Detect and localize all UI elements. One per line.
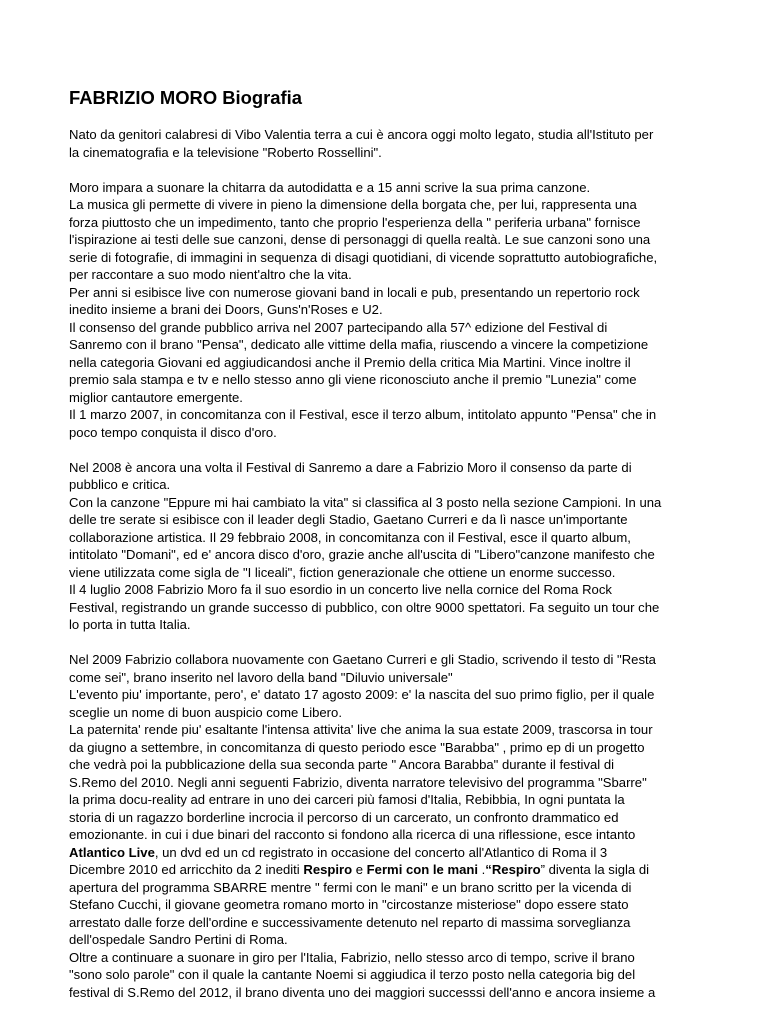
text-line: Il 4 luglio 2008 Fabrizio Moro fa il suo esordio in un concerto live nella cornice del Roma Rock — [69, 582, 612, 597]
text-line: inedito insieme a brani dei Doors, Guns'n'Roses e U2. — [69, 302, 383, 317]
text-run: ” diventa la sigla di — [540, 862, 650, 877]
text-line — [69, 844, 701, 862]
text-line: l'ispirazione ai testi delle sue canzoni, dense di personaggi di quella realtà. Le sue canzoni sono una — [69, 232, 651, 247]
text-line: Per anni si esibisce live con numerose giovani band in locali e pub, presentando un repertorio rock — [69, 284, 640, 300]
text-line: storia di un ragazzo borderline incrocia il percorso di un carcerato, un confronto drammatico ed — [69, 809, 619, 825]
text-line: serie di fotografie, di immagini in sequenza di disagi quotidiani, di vicende soprattutto autobiografiche, — [69, 249, 658, 265]
text-line: L'evento piu' importante, pero', e' datato 17 agosto 2009: e' la nascita del suo primo figlio, per il quale — [69, 687, 655, 702]
text-line: "sono solo parole" con il quale la cantante Noemi si aggiudica il terzo posto nella categoria big del — [69, 967, 636, 982]
text-line: Il 1 marzo 2007, in concomitanza con il Festival, esce il terzo album, intitolato appunto "Pensa" che in — [69, 407, 657, 422]
text-line: Nel 2008 è ancora una volta il Festival di Sanremo a dare a Fabrizio Moro il consenso da parte di — [69, 459, 632, 475]
text-line: delle tre serate si esibisce con il leader degli Stadio, Gaetano Curreri e da lì nasce un'importante — [69, 512, 628, 527]
text-line: La paternita' rende piu' esaltante l'intensa attivita' live che anima la sua estate 2009, trascorsa in tour — [69, 722, 653, 737]
text-run: e — [352, 862, 367, 877]
text-line: intitolato "Domani", ed e' ancora disco d'oro, grazie anche all'uscita di "Libero"canzone manifesto che — [69, 547, 655, 562]
text-line: miglior cantautore emergente. — [69, 389, 243, 405]
bold-title-fermi-con-le-mani: Fermi con le mani — [366, 862, 479, 877]
text-run: , un dvd ed un cd registrato in occasione del concerto all'Atlantico di Roma il 3 — [154, 844, 608, 860]
text-line: per raccontare a suo modo nient'altro che la vita. — [69, 267, 352, 282]
text-line: Nel 2009 Fabrizio collabora nuovamente con Gaetano Curreri e gli Stadio, scrivendo il testo di "Resta — [69, 652, 656, 667]
text-line: premio sala stampa e tv e nello stesso anno gli viene riconosciuto anche il premio "Lunezia" come — [69, 372, 637, 387]
document-page — [69, 86, 701, 1019]
text-line: arrestato dalle forze dell'ordine e successivamente detenuto nel reparto di massima sorveglianza — [69, 914, 631, 930]
text-line: nella categoria Giovani ed aggiudicandosi anche il Premio della critica Mia Martini. Vince inoltre il — [69, 354, 631, 370]
text-line: Il consenso del grande pubblico arriva nel 2007 partecipando alla 57^ edizione del Festival di — [69, 319, 608, 335]
bold-title-atlantico-live: Atlantico Live — [69, 844, 155, 860]
paragraph-2009-onward — [69, 651, 701, 1001]
text-run: Dicembre 2010 ed arricchito da 2 inediti — [69, 862, 304, 877]
text-line: Oltre a continuare a suonare in giro per l'Italia, Fabrizio, nello stesso arco di tempo, scrive il brano — [69, 949, 635, 965]
text-line: La musica gli permette di vivere in pieno la dimensione della borgata che, per lui, rappresenta una — [69, 197, 637, 212]
text-line — [69, 861, 701, 879]
text-line: come sei", brano inserito nel lavoro della band "Diluvio universale" — [69, 669, 453, 685]
text-line: Sanremo con il brano "Pensa", dedicato alle vittime della mafia, riuscendo a vincere la competizione — [69, 337, 649, 352]
paragraph-2008 — [69, 459, 701, 634]
text-line: da giugno a settembre, in concomitanza di questo periodo esce "Barabba" , primo ep di un progetto — [69, 739, 645, 755]
text-line: la prima docu-reality ad entrare in uno dei carceri più famosi d'Italia, Rebibbia, In ogni puntata la — [69, 792, 625, 807]
text-line: festival di S.Remo del 2012, il brano diventa uno dei maggiori successsi dell'anno e ancora insieme a — [69, 984, 656, 1000]
text-line: apertura del programma SBARRE mentre " fermi con le mani" e un brano scritto per la vicenda di — [69, 879, 632, 895]
text-run: . — [478, 862, 486, 877]
text-line: Con la canzone "Eppure mi hai cambiato la vita" si classifica al 3 posto nella sezione Campioni. In una — [69, 494, 662, 510]
bold-title-respiro-quoted: “Respiro — [485, 862, 541, 877]
text-line: collaborazione artistica. Il 29 febbraio 2008, in concomitanza con il Festival, esce il quarto album, — [69, 529, 631, 545]
text-line: lo porta in tutta Italia. — [69, 617, 191, 632]
text-line: viene utilizzata come sigla de "I liceali", fiction generazionale che ottiene un enorme successo. — [69, 564, 616, 580]
text-line: S.Remo del 2010. Negli anni seguenti Fabrizio, diventa narratore televisivo del programma "Sbarre" — [69, 774, 647, 790]
text-line: Festival, registrando un grande successo di pubblico, con oltre 9000 spettatori. Fa seguito un tour che — [69, 599, 660, 615]
text-line: che vedrà poi la pubblicazione della sua seconda parte " Ancora Barabba" durante il festival di — [69, 757, 615, 772]
text-line: Nato da genitori calabresi di Vibo Valentia terra a cui è ancora oggi molto legato, studia all'Istituto per — [69, 127, 654, 142]
text-line: la cinematografia e la televisione "Roberto Rossellini". — [69, 144, 382, 160]
text-line: poco tempo conquista il disco d'oro. — [69, 424, 277, 440]
page-title: FABRIZIO MORO Biografia — [69, 87, 302, 108]
text-line: sceglie un nome di buon auspicio come Libero. — [69, 704, 342, 720]
text-line: forza piuttosto che un impedimento, tanto che proprio l'esperienza della " periferia urbana" fornisce — [69, 214, 641, 230]
text-line: Stefano Cucchi, il giovane geometra romano morto in "circostanze misteriose" dopo essere stato — [69, 897, 629, 912]
paragraph-early-career — [69, 179, 701, 442]
text-line: emozionante. in cui i due binari del racconto si fondono alla ricerca di una riflessione, esce intanto — [69, 827, 636, 842]
text-line: pubblico e critica. — [69, 477, 171, 492]
bold-title-respiro: Respiro — [303, 862, 353, 877]
text-line: Moro impara a suonare la chitarra da autodidatta e a 15 anni scrive la sua prima canzone. — [69, 179, 591, 195]
text-line: dell'ospedale Sandro Pertini di Roma. — [69, 932, 288, 947]
paragraph-origins — [69, 126, 701, 161]
